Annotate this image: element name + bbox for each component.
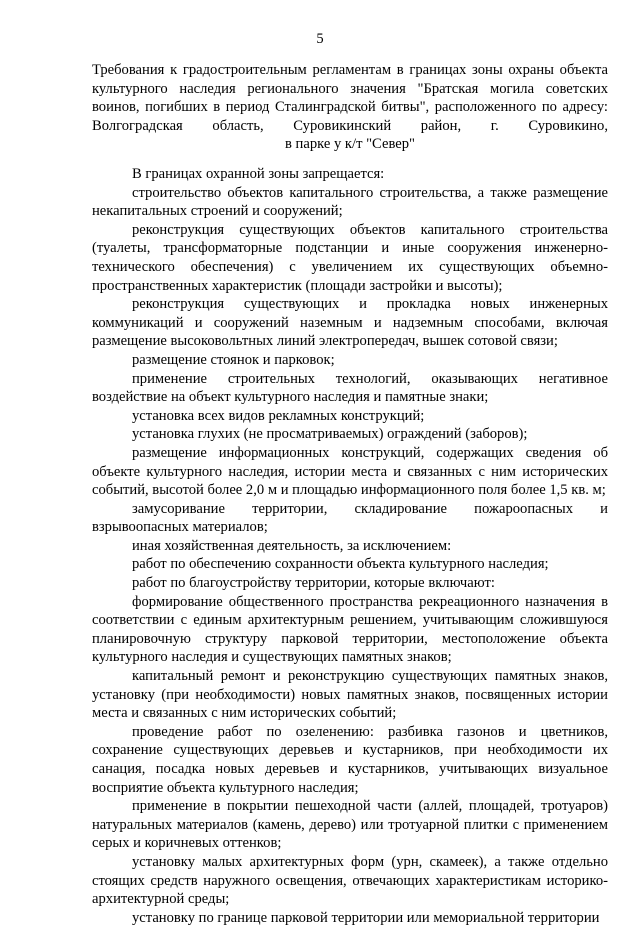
document-title [92,61,608,154]
document-body [92,165,608,927]
title-line: воинов, погибших в период Сталинградской битвы", расположенного по адресу: [92,99,608,116]
paragraph: реконструкция существующих и прокладка новых инженерных коммуникаций и сооружений наземным и надземным способами, включая размещение высоковольтных линий электропередач, вышек сотовой связи; [92,296,608,350]
paragraph: капитальный ремонт и реконструкцию существующих памятных знаков, установку (при необходимости) новых памятных знаков, посвященных истории места и связанных с ним исторических событий; [92,668,608,722]
title-line: в парке у к/т "Север" [285,136,415,153]
paragraph: строительство объектов капитального строительства, а также размещение некапитальных строений и сооружений; [92,184,608,220]
page-number: 5 [316,31,324,47]
paragraph: применение в покрытии пешеходной части (аллей, площадей, тротуаров) натуральных материалов (камень, дерево) или тротуарной плитки с применением серых и коричневых оттенков; [92,798,608,852]
paragraph: работ по обеспечению сохранности объекта культурного наследия; [132,556,549,573]
paragraph: установка всех видов рекламных конструкций; [132,407,425,424]
title-line: Волгоградская область, Суровикинский район, г. Суровикино, [92,117,608,134]
title-line: культурного наследия регионального значения "Братская могила советских [92,80,608,97]
paragraph: работ по благоустройству территории, которые включают: [132,575,495,592]
paragraph: размещение информационных конструкций, содержащих сведения об объекте культурного наследия, истории места и связанных с ним исторических событий, высотой более 2,0 м и площадью информационного поля более 1,5 кв. м; [92,444,608,499]
paragraph: применение строительных технологий, оказывающих негативное воздействие на объект культурного наследия и памятные знаки; [92,370,608,406]
paragraph: установку по границе парковой территории или мемориальной территории [132,909,600,926]
title-line: Требования к градостроительным регламентам в границах зоны охраны объекта [92,62,608,78]
paragraph: размещение стоянок и парковок; [132,351,335,368]
paragraph: В границах охранной зоны запрещается: [132,166,385,182]
paragraph: замусоривание территории, складирование пожароопасных и взрывоопасных материалов; [92,500,608,536]
paragraph: установку малых архитектурных форм (урн, скамеек), а также отдельно стоящих средств наружного освещения, отвечающих характеристикам историко-архитектурной среды; [92,853,608,908]
paragraph: установка глухих (не просматриваемых) ограждений (заборов); [132,426,528,443]
paragraph: формирование общественного пространства рекреационного назначения в соответствии с единым архитектурным решением, учитывающим сложившуюся планировочную структуру парковой территории, местоположение объекта культурного наследия и существующих памятных знаков; [92,593,608,666]
paragraph: реконструкция существующих объектов капитального строительства (туалеты, трансформаторные подстанции и иные сооружения инженерно-технического обеспечения) с увеличением их существующих объемно-пространственных характеристик (площади застройки и высоты); [92,221,608,294]
paragraph: проведение работ по озеленению: разбивка газонов и цветников, сохранение существующих деревьев и кустарников, при необходимости их санация, посадка новых деревьев и кустарников, учитывающих визуальное восприятие объекта культурного наследия; [92,723,608,796]
paragraph: иная хозяйственная деятельность, за исключением: [132,537,452,554]
